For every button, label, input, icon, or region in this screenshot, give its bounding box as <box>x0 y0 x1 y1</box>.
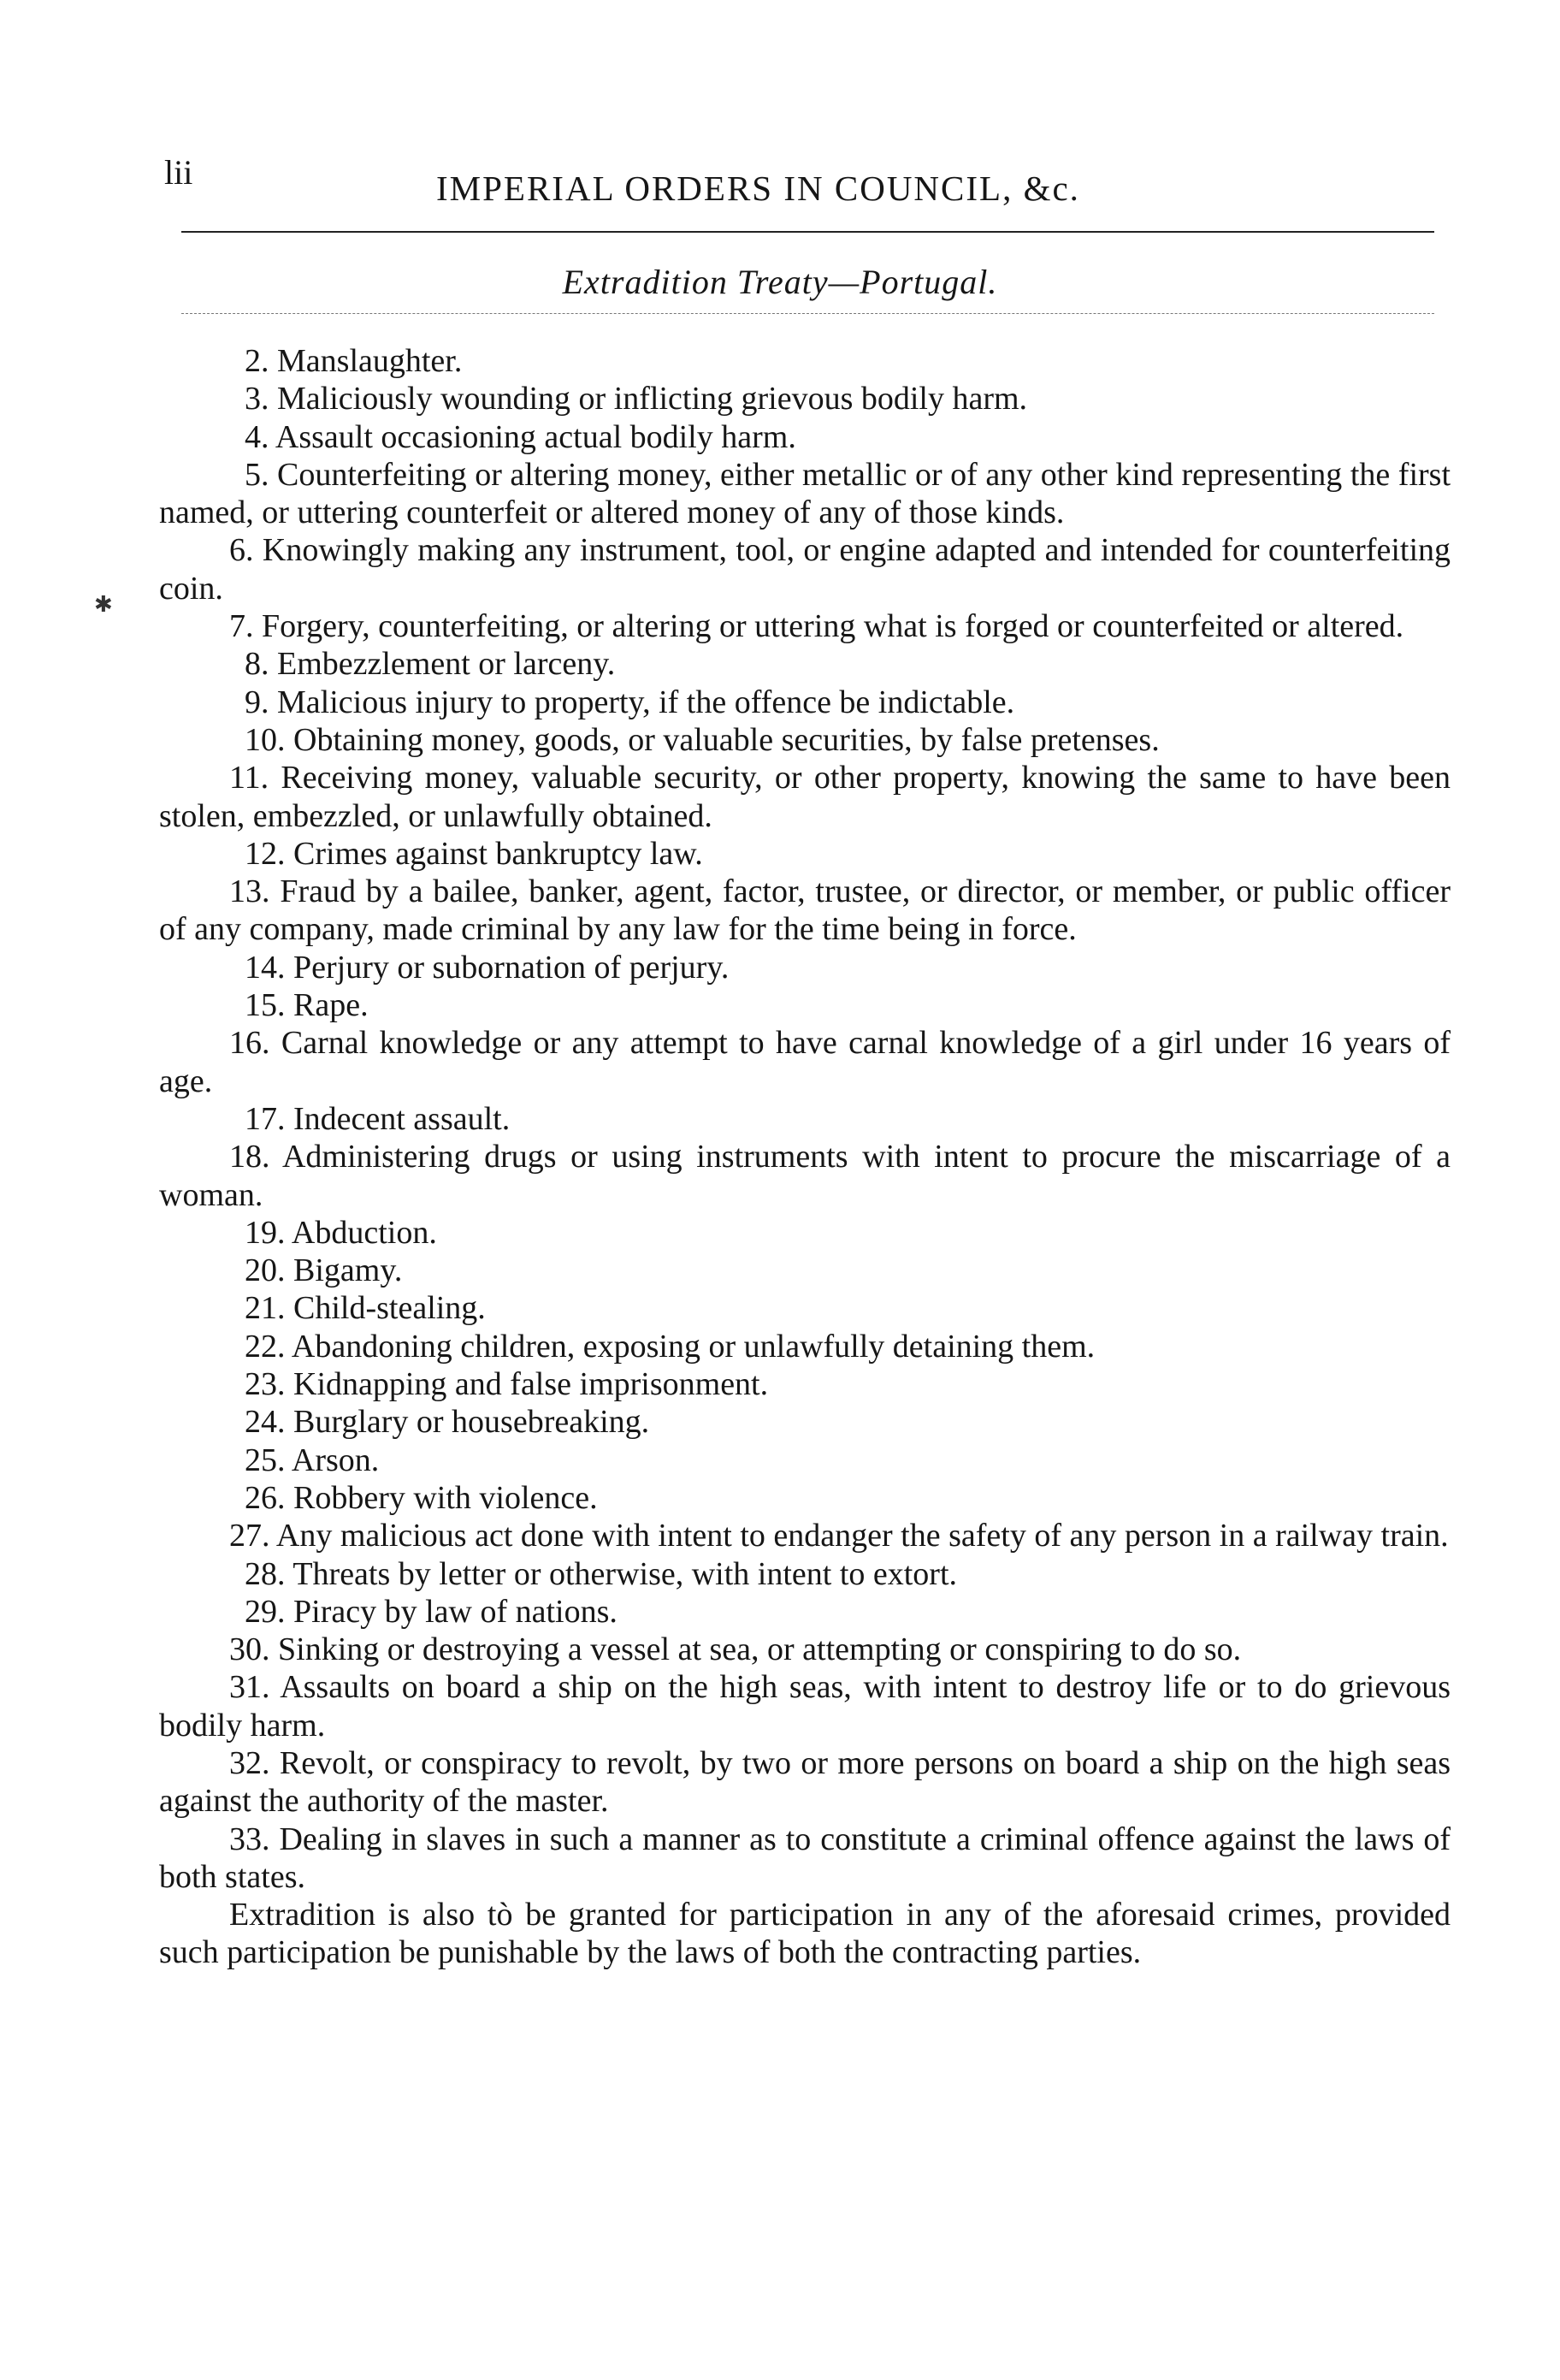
list-item <box>159 342 1451 380</box>
running-head: IMPERIAL ORDERS IN COUNCIL, &c. <box>436 169 1080 208</box>
item-text: Forgery, counterfeiting, or altering or uttering what is forged or counterfeited or altered. <box>262 608 1404 645</box>
list-item <box>159 380 1451 417</box>
item-number: 30. <box>229 1631 270 1668</box>
item-number: 4. <box>245 418 269 455</box>
item-text: Bigamy. <box>293 1252 403 1289</box>
list-item <box>159 1252 1451 1289</box>
item-text: Burglary or housebreaking. <box>293 1404 650 1441</box>
item-number: 13. <box>229 873 270 910</box>
item-text: Counterfeiting or altering money, either metallic or of any other kind representing the first named, or uttering counterfeit or altered money of any of those kinds. <box>159 456 1451 531</box>
item-text: Abandoning children, exposing or unlawfully detaining them. <box>291 1328 1096 1365</box>
item-text: Perjury or subornation of perjury. <box>293 949 730 986</box>
list-item <box>159 684 1451 721</box>
list-item <box>159 949 1451 986</box>
list-item <box>159 1442 1451 1479</box>
list-item <box>159 531 1451 607</box>
list-item <box>159 1289 1451 1327</box>
item-number: 26. <box>245 1479 286 1516</box>
item-number: 19. <box>245 1214 286 1251</box>
item-number: 11. <box>229 760 269 796</box>
item-number: 2. <box>245 343 269 379</box>
item-text: Indecent assault. <box>293 1100 511 1137</box>
item-text: Assault occasioning actual bodily harm. <box>275 418 796 455</box>
item-text: Embezzlement or larceny. <box>277 646 616 683</box>
page-number: lii <box>164 153 193 192</box>
item-number: 23. <box>245 1366 286 1403</box>
item-number: 18. <box>229 1139 270 1175</box>
item-text: Sinking or destroying a vessel at sea, or attempting or conspiring to do so. <box>278 1631 1242 1668</box>
item-text: Manslaughter. <box>277 343 463 379</box>
list-item <box>159 1631 1451 1668</box>
item-number: 6. <box>229 532 254 569</box>
item-text: Threats by letter or otherwise, with intent to extort. <box>292 1555 958 1592</box>
crime-list <box>159 342 1451 1972</box>
item-text: Knowingly making any instrument, tool, or engine adapted and intended for counterfeiting coin. <box>159 532 1451 607</box>
item-text: Arson. <box>291 1442 380 1478</box>
list-item <box>159 1138 1451 1214</box>
item-number: 10. <box>245 721 286 758</box>
list-item <box>159 607 1451 645</box>
list-item <box>159 645 1451 683</box>
item-number: 21. <box>245 1290 286 1327</box>
item-number: 9. <box>245 684 269 720</box>
list-item <box>159 759 1451 835</box>
item-number: 3. <box>245 381 269 417</box>
list-item <box>159 1593 1451 1631</box>
list-item <box>159 1821 1451 1897</box>
item-text: Rape. <box>293 987 369 1024</box>
item-number: 5. <box>245 456 269 493</box>
list-item <box>159 1479 1451 1517</box>
margin-ornament: ✱ <box>94 592 113 617</box>
item-number: 16. <box>229 1025 270 1062</box>
list-item <box>159 1100 1451 1138</box>
item-text: Carnal knowledge or any attempt to have carnal knowledge of a girl under 16 years of age. <box>159 1025 1451 1099</box>
closing-paragraph: Extradition is also tò be granted for participation in any of the aforesaid crimes, provided such participation be punishable by the laws of both the contracting parties. <box>159 1897 1451 1971</box>
item-number: 7. <box>229 608 254 645</box>
list-item <box>159 456 1451 532</box>
item-text: Piracy by law of nations. <box>293 1593 618 1630</box>
item-number: 25. <box>245 1442 286 1478</box>
subhead-rule <box>181 313 1434 314</box>
list-item <box>159 721 1451 759</box>
item-text: Crimes against bankruptcy law. <box>293 835 703 872</box>
header-rule <box>181 231 1434 233</box>
item-number: 32. <box>229 1744 270 1781</box>
list-item <box>159 1517 1451 1554</box>
item-text: Kidnapping and false imprisonment. <box>293 1366 769 1403</box>
item-number: 22. <box>245 1328 286 1365</box>
item-text: Obtaining money, goods, or valuable securities, by false pretenses. <box>293 721 1160 758</box>
list-item <box>159 1214 1451 1252</box>
item-number: 17. <box>245 1100 286 1137</box>
item-text: Abduction. <box>291 1214 437 1251</box>
item-number: 33. <box>229 1821 270 1857</box>
item-number: 8. <box>245 646 269 683</box>
list-item <box>159 986 1451 1024</box>
item-text: Any malicious act done with intent to endanger the safety of any person in a railway train. <box>275 1518 1449 1554</box>
item-text: Child-stealing. <box>293 1290 486 1327</box>
item-text: Revolt, or conspiracy to revolt, by two or more persons on board a ship on the high seas against the authority of the master. <box>159 1744 1451 1820</box>
section-subhead: Extradition Treaty—Portugal. <box>562 263 998 301</box>
list-item <box>159 1668 1451 1744</box>
list-item <box>159 1555 1451 1593</box>
list-item <box>159 1744 1451 1821</box>
list-item <box>159 1328 1451 1365</box>
item-number: 14. <box>245 949 286 986</box>
list-item <box>159 835 1451 873</box>
list-item <box>159 1024 1451 1100</box>
item-number: 24. <box>245 1404 286 1441</box>
item-text: Malicious injury to property, if the offence be indictable. <box>277 684 1015 720</box>
item-text: Fraud by a bailee, banker, agent, factor, trustee, or director, or member, or public officer of any company, made criminal by any law for the time being in force. <box>159 873 1451 948</box>
item-number: 29. <box>245 1593 286 1630</box>
item-text: Maliciously wounding or inflicting grievous bodily harm. <box>277 381 1028 417</box>
item-text: Administering drugs or using instruments with intent to procure the miscarriage of a woman. <box>159 1139 1451 1213</box>
list-item <box>159 1403 1451 1441</box>
item-number: 28. <box>245 1555 286 1592</box>
item-number: 31. <box>229 1669 270 1706</box>
item-text: Assaults on board a ship on the high seas, with intent to destroy life or to do grievous bodily harm. <box>159 1669 1451 1744</box>
list-item <box>159 418 1451 456</box>
item-text: Receiving money, valuable security, or other property, knowing the same to have been stolen, embezzled, or unlawfully obtained. <box>159 760 1451 834</box>
item-text: Robbery with violence. <box>293 1479 598 1516</box>
item-number: 20. <box>245 1252 286 1289</box>
item-number: 12. <box>245 835 286 872</box>
item-number: 15. <box>245 987 286 1024</box>
item-text: Dealing in slaves in such a manner as to constitute a criminal offence against the laws of both states. <box>159 1821 1451 1895</box>
item-number: 27. <box>229 1518 270 1554</box>
list-item <box>159 873 1451 949</box>
list-item <box>159 1365 1451 1403</box>
